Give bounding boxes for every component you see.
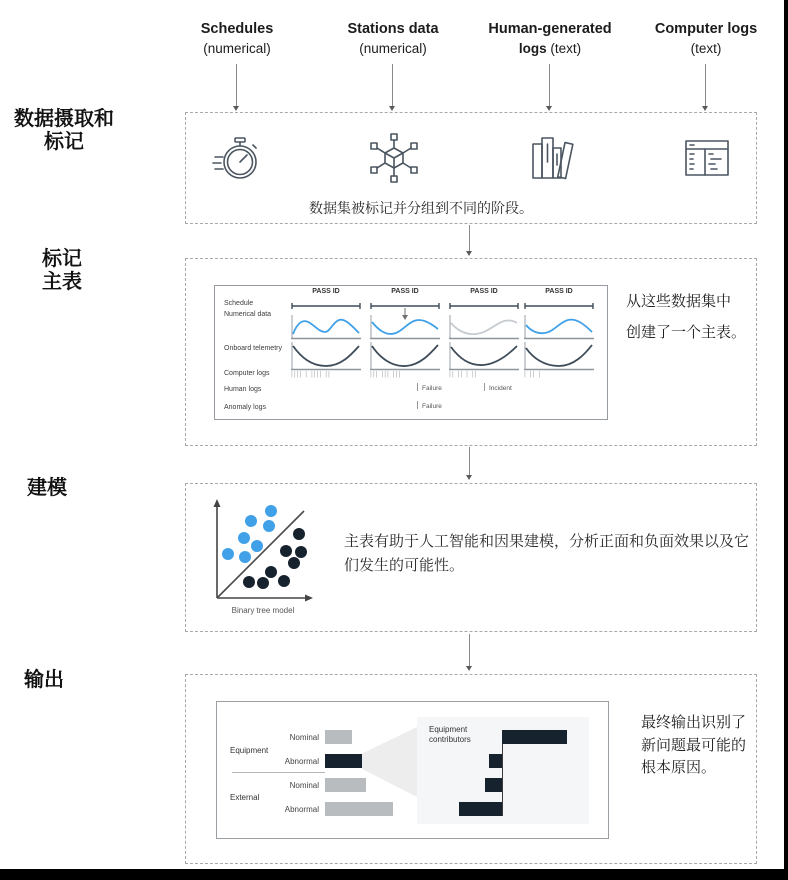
stage-label-output: 输出	[24, 669, 64, 691]
event-tick	[484, 383, 485, 391]
scatter-dot	[265, 566, 277, 578]
pass-id-label: PASS ID	[391, 288, 419, 295]
group-label: Equipment	[230, 746, 269, 755]
stage-label-master-table: 标记 主表	[42, 248, 82, 293]
column-title: Human-generated	[488, 21, 612, 37]
row-label: Numerical data	[224, 311, 272, 318]
scatter-dot	[263, 520, 275, 532]
arrow-down-icon	[466, 251, 472, 256]
table-icon	[681, 132, 733, 184]
bar-label: Abnormal	[284, 757, 319, 766]
scatter-dot	[251, 540, 263, 552]
contributor-bar	[502, 730, 567, 744]
output-card	[216, 701, 609, 839]
connector-line	[236, 64, 237, 106]
arrow-down-icon	[466, 475, 472, 480]
stopwatch-icon	[212, 132, 264, 184]
binary-tree-scatter-plot	[201, 491, 326, 606]
bar-label: Nominal	[289, 781, 319, 790]
panel-label: Equipment contributors	[429, 725, 471, 744]
scatter-dot	[265, 505, 277, 517]
numerical-wave-chart	[291, 315, 361, 340]
column-header-human-logs	[465, 20, 635, 58]
schedule-bracket	[449, 302, 519, 310]
telemetry-chart	[449, 342, 519, 371]
row-label: Schedule	[224, 300, 254, 307]
column-subtitle: (numerical)	[359, 41, 427, 56]
event-label: Failure	[422, 403, 442, 410]
column-title: Computer logs	[654, 21, 758, 37]
column-header-stations-data	[308, 20, 478, 58]
scatter-dot	[222, 548, 234, 560]
arrow-down-icon	[546, 106, 552, 111]
arrow-down-icon	[389, 106, 395, 111]
numerical-wave-chart-inactive	[449, 315, 519, 340]
bar-label: Nominal	[289, 733, 319, 742]
contributors-panel	[417, 717, 589, 824]
contributor-bar	[489, 754, 502, 768]
scatter-dot	[257, 577, 269, 589]
pass-id-label: PASS ID	[545, 288, 573, 295]
contributor-bar	[485, 778, 502, 792]
column-subtitle: logs (text)	[518, 41, 582, 56]
stage-label-ingest: 数据摄取和 标记	[14, 108, 114, 153]
connector-line	[469, 634, 470, 666]
scatter-dot	[239, 551, 251, 563]
left-chart-bar	[325, 754, 362, 768]
column-header-computer-logs	[621, 20, 788, 58]
contributor-bar	[459, 802, 502, 816]
master-table-note: 从这些数据集中 创建了一个主表。	[626, 293, 747, 341]
connector-line	[705, 64, 706, 106]
connector-line	[392, 64, 393, 106]
positive-class-dots	[222, 505, 277, 563]
left-chart-bar	[325, 778, 366, 792]
scatter-dot	[238, 532, 250, 544]
group-divider	[232, 772, 325, 773]
window-edge-right	[784, 0, 788, 880]
telemetry-chart	[370, 342, 440, 371]
arrow-down-icon	[466, 666, 472, 671]
ingest-caption: 数据集被标记并分组到不同的阶段。	[309, 200, 533, 216]
connector-line	[549, 64, 550, 106]
funnel-connector	[362, 727, 417, 797]
scatter-dot	[278, 575, 290, 587]
event-tick	[417, 401, 418, 409]
row-label: Human logs	[224, 386, 262, 393]
column-subtitle: (text)	[690, 41, 722, 56]
row-label: Anomaly logs	[224, 404, 267, 411]
output-note: 最终输出识别了 新问题最可能的 根本原因。	[641, 714, 747, 776]
column-title: Schedules	[200, 21, 274, 37]
master-table-box	[185, 258, 757, 446]
scatter-dot	[295, 546, 307, 558]
numerical-wave-chart	[524, 315, 594, 340]
pass-id-label: PASS ID	[470, 288, 498, 295]
arrow-down-icon	[702, 106, 708, 111]
bar-label: Abnormal	[284, 805, 319, 814]
network-cube-icon	[368, 132, 420, 184]
log-ticks: |||| | |||| ||	[291, 371, 331, 378]
pass-id-label: PASS ID	[312, 288, 340, 295]
column-title: Stations data	[347, 21, 439, 37]
modeling-caption: 主表有助于人工智能和因果建模，分析正面和负面效果以及它 们发生的可能性。	[344, 533, 750, 574]
scatter-dot	[293, 528, 305, 540]
log-ticks: ||| ||| |||	[370, 371, 402, 378]
master-table-card	[214, 285, 608, 420]
modeling-box	[185, 483, 757, 632]
schedule-bracket	[524, 302, 594, 310]
scatter-plot-label: Binary tree model	[231, 606, 295, 615]
telemetry-chart	[291, 342, 361, 371]
arrow-down-icon	[233, 106, 239, 111]
stage-label-modeling: 建模	[27, 477, 67, 499]
scatter-dot	[243, 576, 255, 588]
scatter-dot	[280, 545, 292, 557]
books-icon	[525, 132, 577, 184]
negative-class-dots	[243, 528, 307, 589]
group-label: External	[230, 793, 260, 802]
connector-line	[469, 225, 470, 251]
scatter-dot	[288, 557, 300, 569]
log-ticks: || || | ||	[449, 371, 478, 378]
left-chart-bar	[325, 802, 393, 816]
event-label: Incident	[489, 385, 512, 392]
log-ticks: | || |	[524, 371, 542, 378]
telemetry-chart	[524, 342, 594, 371]
column-header-schedules	[152, 20, 322, 58]
left-chart-bar	[325, 730, 352, 744]
event-label: Failure	[422, 385, 442, 392]
connector-line	[469, 447, 470, 475]
output-box	[185, 674, 757, 864]
row-label: Computer logs	[224, 370, 270, 377]
schedule-bracket	[291, 302, 361, 310]
marker-arrow-icon	[401, 308, 409, 321]
event-tick	[417, 383, 418, 391]
column-subtitle: (numerical)	[203, 41, 271, 56]
ingest-box	[185, 112, 757, 224]
row-label: Onboard telemetry	[224, 345, 282, 352]
scatter-dot	[245, 515, 257, 527]
window-edge-bottom	[0, 869, 788, 880]
